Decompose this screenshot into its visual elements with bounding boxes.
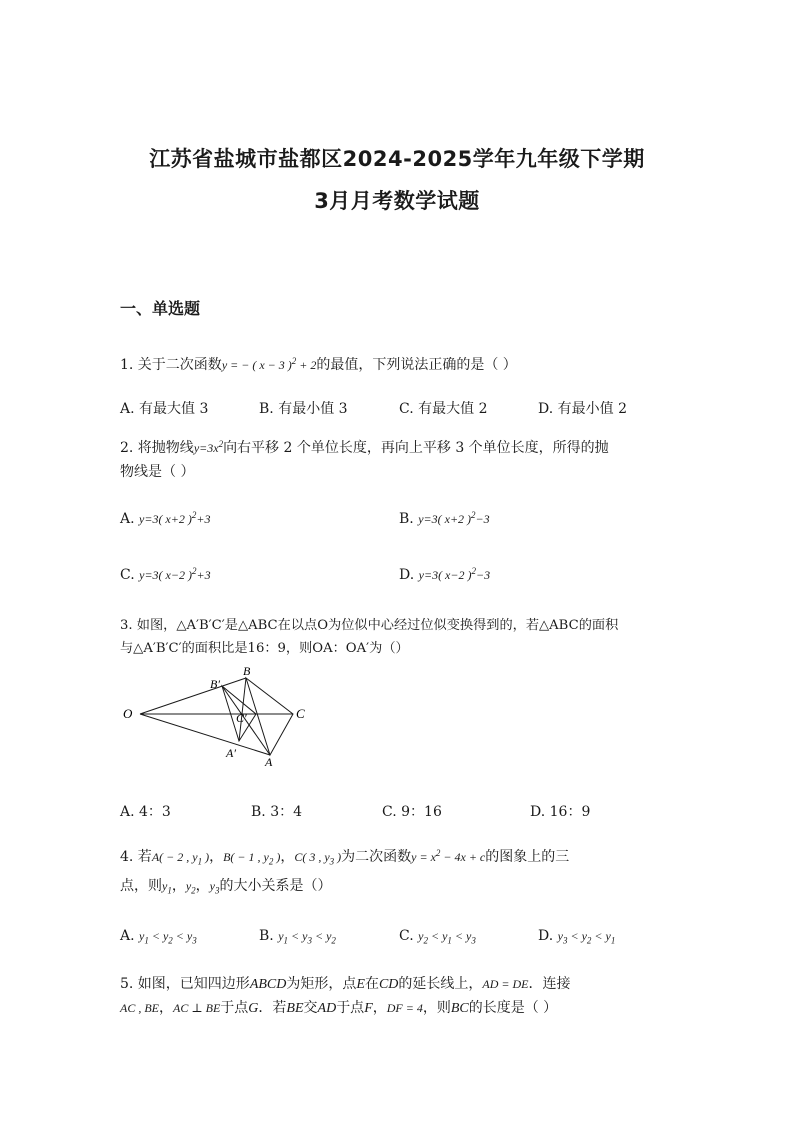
q4-option-c[interactable]: C. $y_2 < y_1 < y_3$ xyxy=(399,928,476,946)
label-B-prime: B′ xyxy=(210,677,220,691)
q2-option-a[interactable]: A. y=3( x+2 )$^2$+3 xyxy=(120,510,211,527)
q1-suffix: 的最值，下列说法正确的是（ ） xyxy=(316,357,517,373)
label-O: O xyxy=(123,706,133,721)
question-1 xyxy=(120,354,517,374)
question-5: 5. 如图，已知四边形ABCD为矩形，点E在CD的延长线上，AD = DE．连接 xyxy=(120,976,571,992)
label-A: A xyxy=(265,755,273,769)
q1-option-c[interactable]: C. 有最大值 2 xyxy=(399,401,488,417)
q3-figure xyxy=(118,662,318,772)
question-3-line-2: 与△A′B′C′的面积比是16：9，则OA：OA′为（） xyxy=(120,641,409,656)
q1-option-d[interactable]: D. 有最小值 2 xyxy=(538,401,627,417)
q1-option-b[interactable]: B. 有最小值 3 xyxy=(259,401,348,417)
q4-option-b[interactable]: B. $y_1 < y_3 < y_2$ xyxy=(259,928,336,946)
q3-option-b[interactable]: B. 3：4 xyxy=(251,804,303,820)
line-OB xyxy=(140,678,246,714)
q4-option-a[interactable]: A. $y_1 < y_2 < y_3$ xyxy=(120,928,197,946)
triangle-ABC xyxy=(246,678,293,755)
label-A-prime: A′ xyxy=(226,746,236,760)
q1-prefix: 1. 关于二次函数 xyxy=(120,357,222,373)
question-4-line-2: 点，则$y_1$，$y_2$，$y_3$的大小关系是（） xyxy=(120,878,332,896)
q3-option-c[interactable]: C. 9：16 xyxy=(382,804,442,820)
question-5-line-2: AC , BE，AC ⊥ BE于点G．若BE交AD于点F，DF = 4，则BC的长度是（ ） xyxy=(120,1000,558,1016)
q3-option-d[interactable]: D. 16：9 xyxy=(530,804,591,820)
question-3: 3. 如图，△A′B′C′是△ABC在以点O为位似中心经过位似变换得到的，若△ABC的面积 xyxy=(120,618,619,633)
q2-option-d[interactable]: D. y=3( x−2 )$^2$−3 xyxy=(399,566,491,583)
label-B: B xyxy=(243,664,251,678)
question-4: 4. 若A( − 2 , $y_1$ )，B( − 1 , $y_2$ )，C( 3 , $y_3$ )为二次函数$y = x^2 - 4x + c$的图象上的三 xyxy=(120,848,570,867)
q2-formula: $y=3x^2$ xyxy=(193,439,224,455)
section-heading: 一、单选题 xyxy=(120,299,201,318)
q4-option-d[interactable]: D. $y_3 < y_2 < y_1$ xyxy=(538,928,616,946)
q2-option-c[interactable]: C. y=3( x−2 )$^2$+3 xyxy=(120,566,211,583)
question-2: 2. 将抛物线$y=3x^2$向右平移 2 个单位长度，再向上平移 3 个单位长度，所得的抛 xyxy=(120,439,609,456)
question-2-line-2: 物线是（ ） xyxy=(120,464,195,480)
title-line-1: 江苏省盐城市盐都区2024-2025学年九年级下学期 xyxy=(149,147,645,171)
label-C: C xyxy=(296,706,305,721)
q2-option-b[interactable]: B. y=3( x+2 )$^2$−3 xyxy=(399,510,490,527)
label-C-prime: C′ xyxy=(236,711,247,725)
q3-option-a[interactable]: A. 4：3 xyxy=(120,804,171,820)
q1-formula: y = − ( x − 3 )$^2$ + 2 xyxy=(221,356,317,372)
line-OA xyxy=(140,714,270,755)
q1-option-a[interactable]: A. 有最大值 3 xyxy=(120,401,209,417)
title-line-2: 3月月考数学试题 xyxy=(314,189,480,213)
